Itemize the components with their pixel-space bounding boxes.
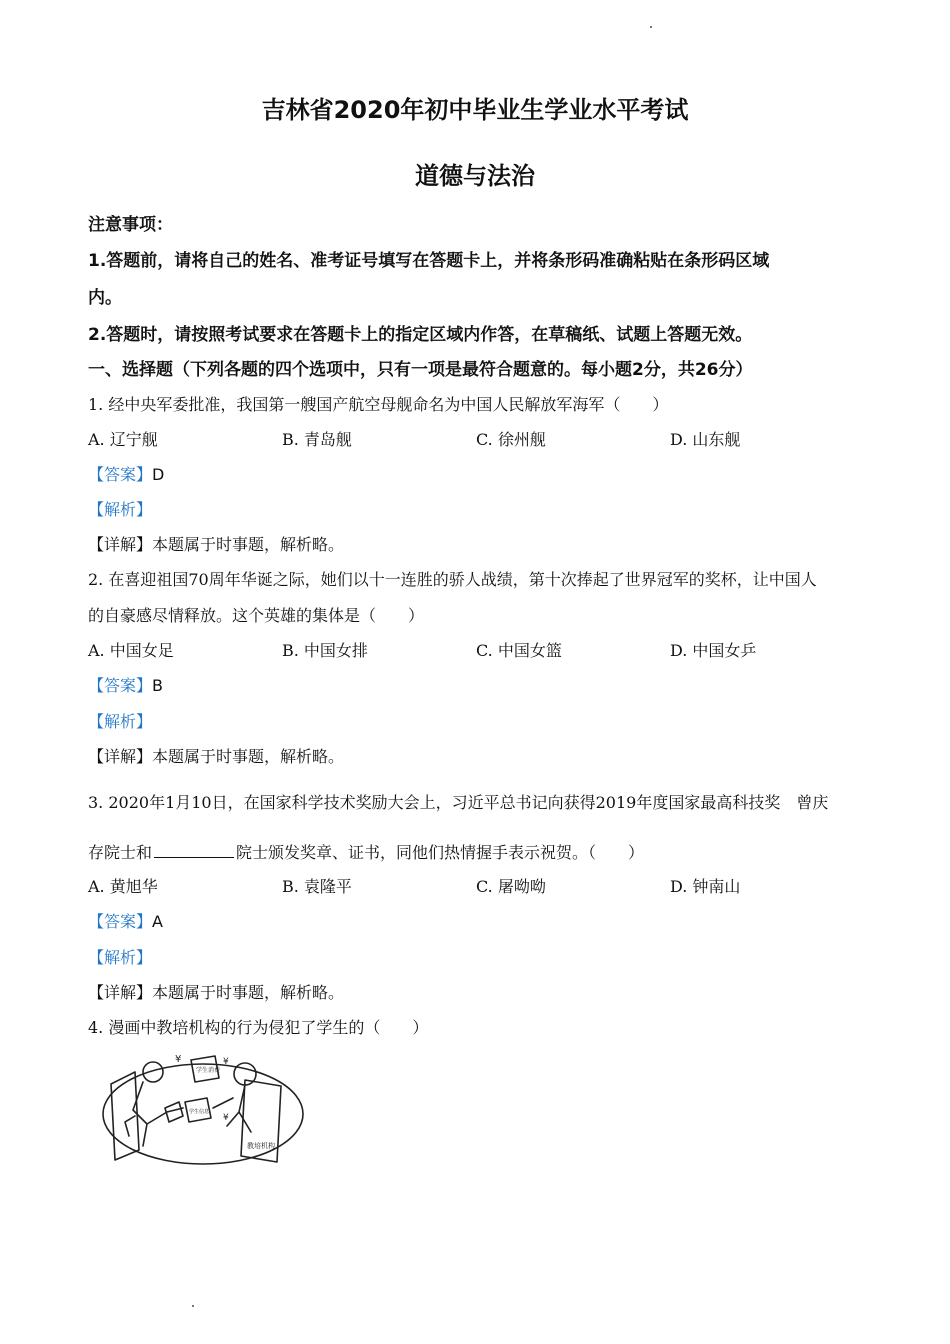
question-3-stem: 3. 2020年1月10日，在国家科学技术奖励大会上，习近平总书记向获得2019年度国家最高科技奖 曾庆 (88, 793, 829, 812)
cartoon-yen-1: ¥ (175, 1054, 182, 1065)
q3-stem-part-b: 院士颁发奖章、证书，同他们热情握手表示祝贺。（ ） (236, 843, 645, 862)
q3-stem-part-a: 存院士和 (88, 843, 153, 862)
exam-subject: 道德与法治 (415, 162, 535, 190)
q3-detail (88, 980, 868, 1003)
q3-option-b: B. 袁隆平 (282, 877, 352, 896)
q2-option-b: B. 中国女排 (282, 641, 368, 660)
q1-option-b: B. 青岛舰 (282, 430, 352, 449)
q2-answer (88, 673, 868, 696)
detail-label: 【详解】 (88, 747, 153, 766)
detail-text: 本题属于时事题，解析略。 (152, 535, 345, 554)
answer-value: A (152, 912, 163, 931)
cartoon-yen-3: ¥ (223, 1113, 229, 1123)
cartoon-sign-top: 学生消费 (196, 1067, 221, 1074)
detail-text: 本题属于时事题，解析略。 (152, 747, 345, 766)
section-heading: 一、选择题（下列各题的四个选项中，只有一项是最符合题意的。每小题2分，共26分） (88, 360, 753, 380)
q1-answer (88, 462, 868, 485)
scan-speck (650, 26, 652, 28)
detail-label: 【详解】 (88, 983, 153, 1002)
q1-option-a: A. 辽宁舰 (88, 430, 158, 449)
fill-blank (154, 843, 234, 858)
answer-value: B (152, 676, 163, 695)
notice-item-1-cont: 内。 (88, 288, 122, 308)
q3-option-a: A. 黄旭华 (88, 877, 158, 896)
answer-label: 【答案】 (88, 676, 153, 695)
analysis-label: 【解析】 (88, 948, 153, 967)
analysis-label: 【解析】 (88, 500, 153, 519)
notice-item-2: 2.答题时，请按照考试要求在答题卡上的指定区域内作答，在草稿纸、试题上答题无效。 (88, 325, 753, 345)
q3-option-c: C. 屠呦呦 (476, 877, 546, 896)
q1-analysis (88, 497, 868, 520)
q3-option-d: D. 钟南山 (670, 877, 741, 896)
q1-option-d: D. 山东舰 (670, 430, 741, 449)
exam-title: 吉林省2020年初中毕业生学业水平考试 (261, 96, 689, 124)
question-4-stem: 4. 漫画中教培机构的行为侵犯了学生的（ ） (88, 1018, 429, 1037)
scan-speck (192, 1305, 194, 1307)
analysis-label: 【解析】 (88, 712, 153, 731)
question-1-stem: 1. 经中央军委批准，我国第一艘国产航空母舰命名为中国人民解放军海军（ ） (88, 395, 669, 414)
answer-value: D (152, 465, 165, 484)
question-2-stem-cont: 的自豪感尽情释放。这个英雄的集体是（ ） (88, 606, 425, 625)
q2-option-d: D. 中国女乒 (670, 641, 757, 660)
answer-label: 【答案】 (88, 465, 153, 484)
q2-option-c: C. 中国女篮 (476, 641, 562, 660)
cartoon-yen-2: ¥ (223, 1057, 229, 1067)
notice-item-1: 1.答题前，请将自己的姓名、准考证号填写在答题卡上，并将条形码准确粘贴在条形码区域 (88, 251, 770, 271)
answer-label: 【答案】 (88, 912, 153, 931)
detail-label: 【详解】 (88, 535, 153, 554)
cartoon-sign-small: 学生信息 (189, 1109, 210, 1115)
notice-heading: 注意事项： (88, 215, 173, 235)
q1-detail (88, 532, 868, 555)
cartoon-illustration (95, 1050, 310, 1170)
q2-analysis (88, 709, 868, 732)
cartoon-screen-label: 教培机构 (247, 1142, 275, 1150)
q3-answer (88, 909, 868, 932)
detail-text: 本题属于时事题，解析略。 (152, 983, 345, 1002)
question-3-stem-cont (88, 840, 868, 863)
q1-option-c: C. 徐州舰 (476, 430, 546, 449)
question-2-stem: 2. 在喜迎祖国70周年华诞之际，她们以十一连胜的骄人战绩，第十次捧起了世界冠军的奖杯，让中国人 (88, 570, 817, 589)
q3-analysis (88, 945, 868, 968)
q2-detail (88, 744, 868, 767)
q2-option-a: A. 中国女足 (88, 641, 174, 660)
